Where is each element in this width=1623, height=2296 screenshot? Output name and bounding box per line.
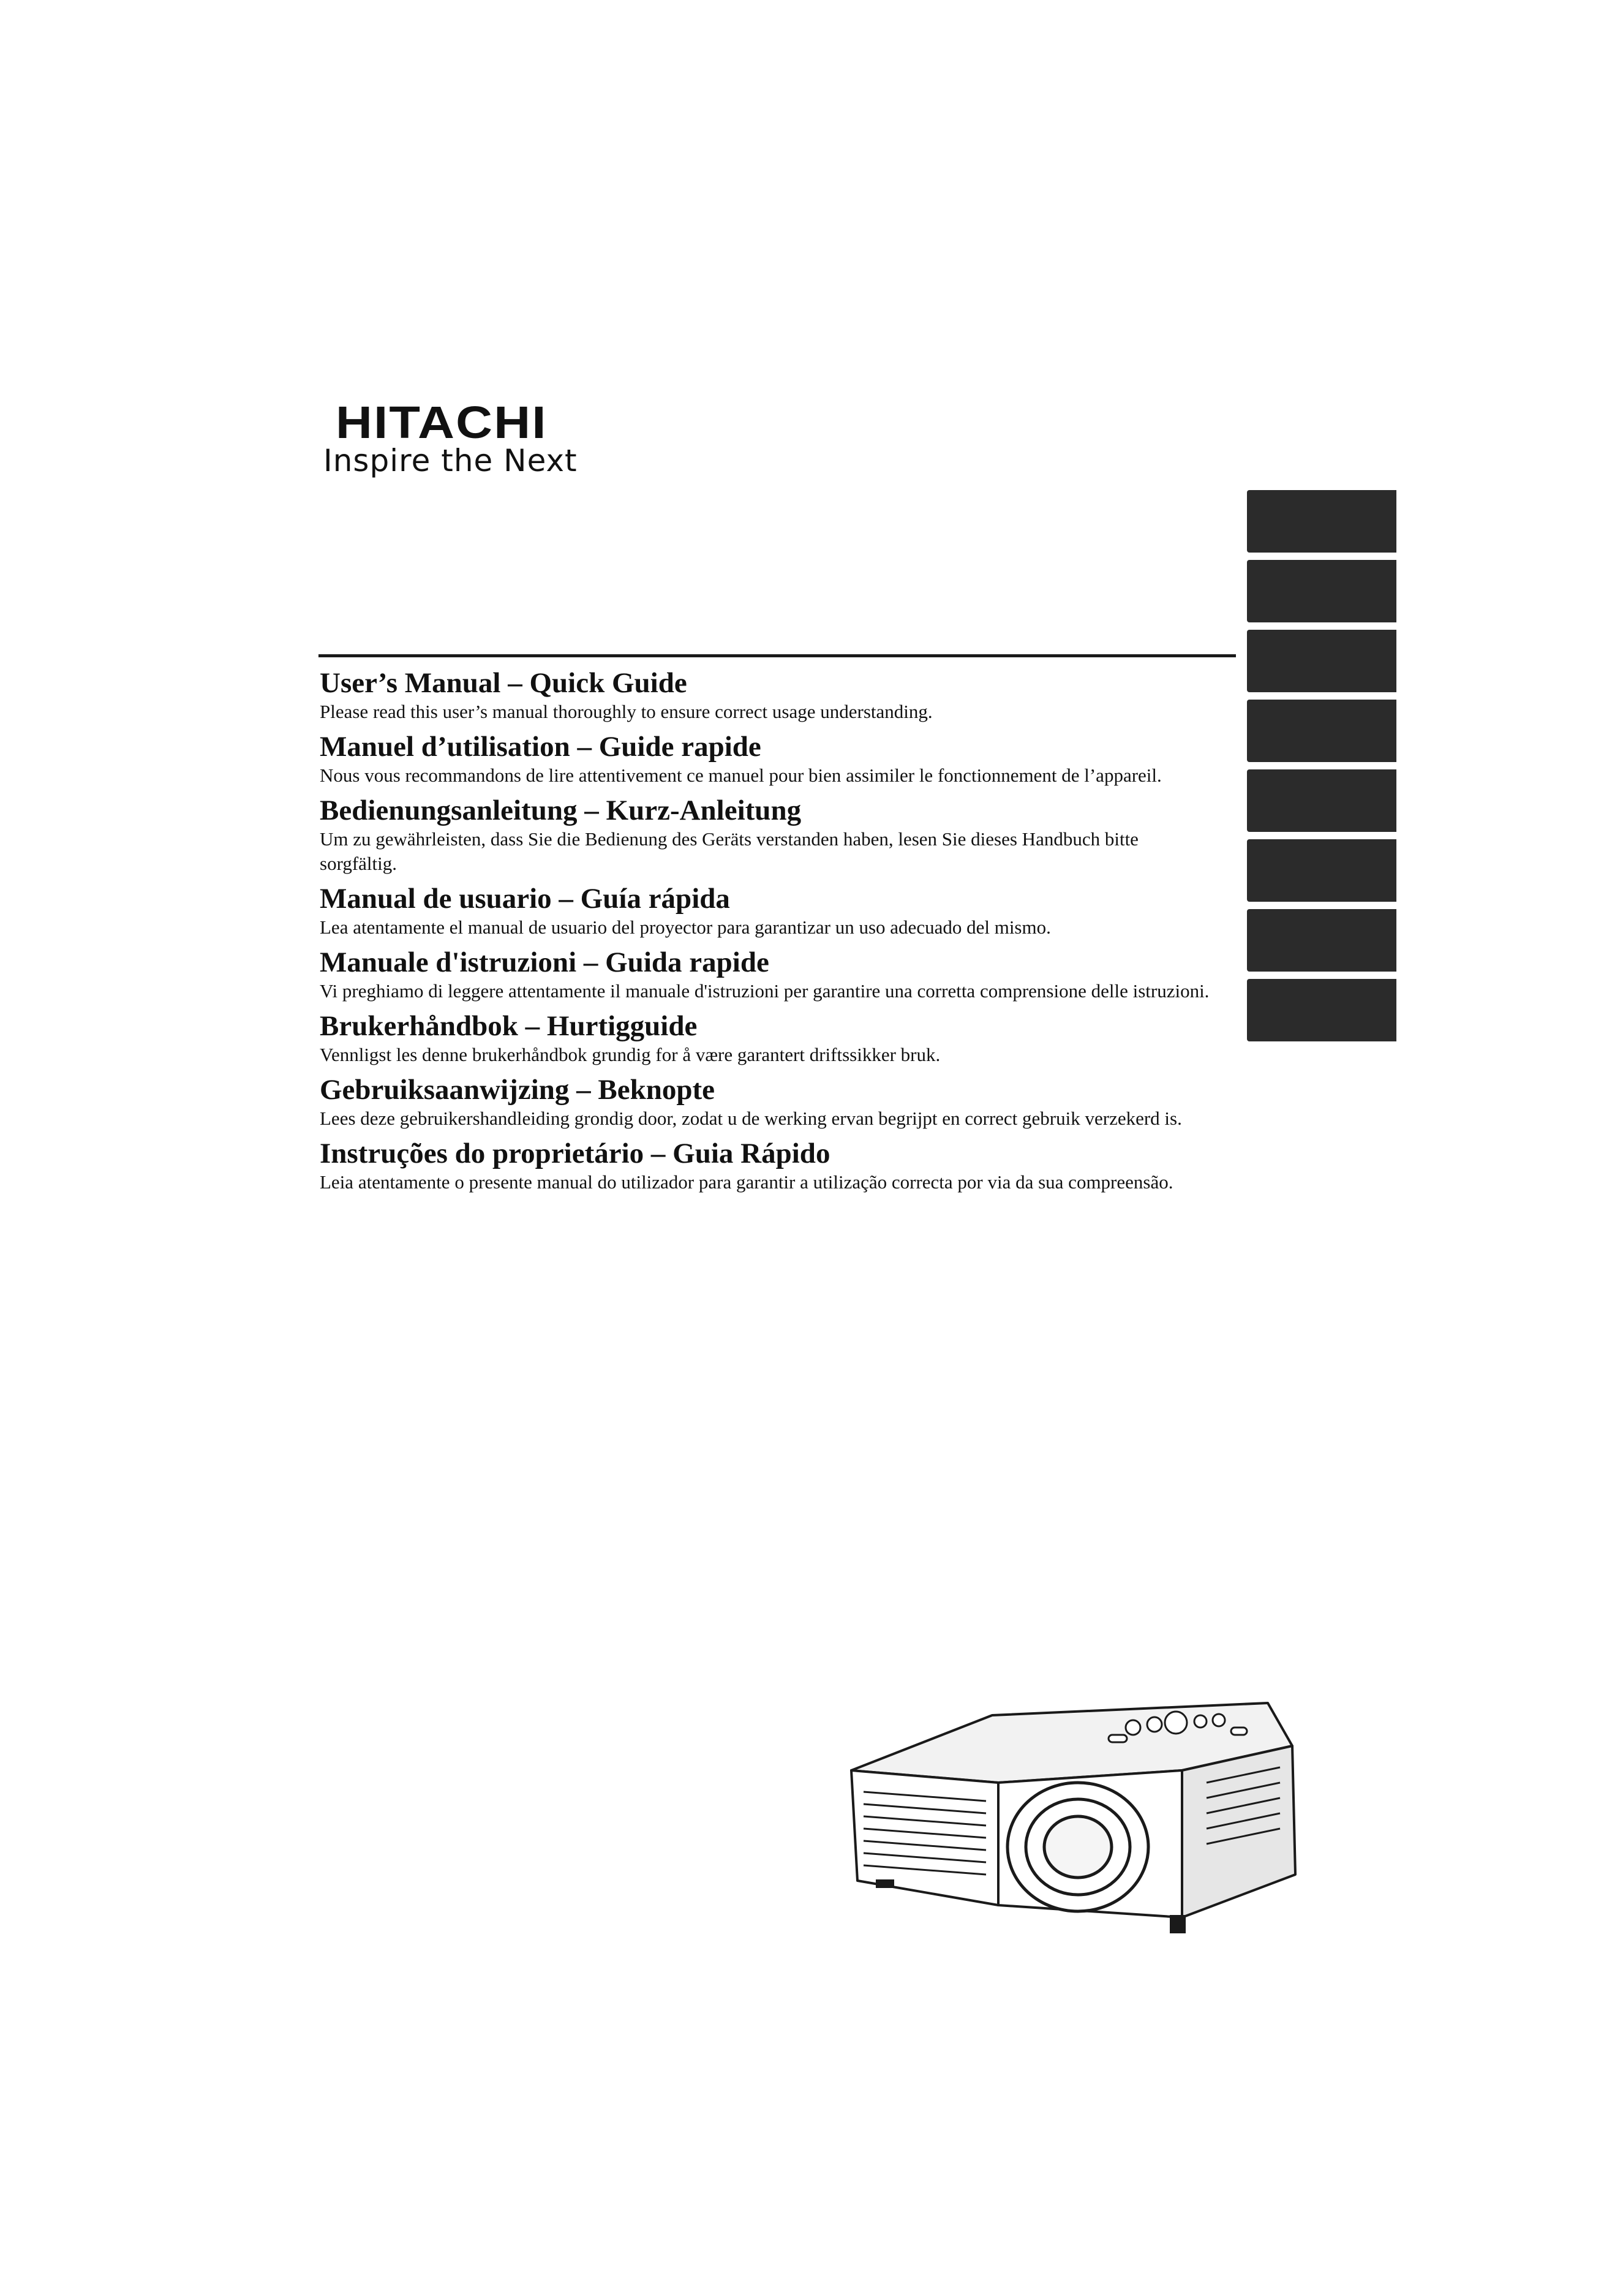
section-norwegian — [320, 1010, 1214, 1067]
section-description: Nous vous recommandons de lire attentivement ce manuel pour bien assimiler le fonctionnement de l’appareil. — [320, 765, 1162, 786]
section-description: Vi preghiamo di leggere attentamente il manuale d'istruzioni per garantire una corretta comprensione delle istruzioni. — [320, 980, 1210, 1002]
language-tab — [1247, 769, 1396, 832]
section-title: Instruções do proprietário – Guia Rápido — [320, 1138, 830, 1169]
language-tab — [1247, 700, 1396, 762]
language-tabs — [1247, 490, 1396, 1049]
section-dutch — [320, 1073, 1214, 1131]
language-tab — [1247, 909, 1396, 972]
section-title: Manual de usuario – Guía rápida — [320, 883, 730, 915]
section-english — [320, 667, 1214, 724]
language-tab — [1247, 490, 1396, 553]
section-italian — [320, 946, 1214, 1003]
brand-logo — [321, 398, 578, 478]
section-title: Manuale d'istruzioni – Guida rapide — [320, 946, 769, 978]
section-german — [320, 794, 1214, 876]
section-title: Manuel d’utilisation – Guide rapide — [320, 731, 761, 763]
projector-illustration — [839, 1679, 1317, 1942]
section-title: Bedienungsanleitung – Kurz-Anleitung — [320, 795, 802, 826]
language-tab — [1247, 630, 1396, 692]
brand-name: HITACHI — [336, 397, 548, 448]
section-title: Gebruiksaanwijzing – Beknopte — [320, 1074, 715, 1106]
section-description: Um zu gewährleisten, dass Sie die Bedienung des Geräts verstanden haben, lesen Sie dieses Handbuch bitte sorgfältig. — [320, 828, 1139, 874]
section-french — [320, 730, 1214, 788]
section-description: Please read this user’s manual thoroughly to ensure correct usage understanding. — [320, 701, 933, 722]
manual-sections — [320, 667, 1214, 1201]
section-title: Brukerhåndbok – Hurtigguide — [320, 1010, 698, 1042]
section-description: Leia atentamente o presente manual do utilizador para garantir a utilização correcta por via da sua compreensão. — [320, 1171, 1173, 1193]
language-tab — [1247, 839, 1396, 902]
language-tab — [1247, 560, 1396, 622]
section-title: User’s Manual – Quick Guide — [320, 667, 687, 699]
section-description: Lea atentamente el manual de usuario del proyector para garantizar un uso adecuado del mismo. — [320, 916, 1051, 938]
section-spanish — [320, 882, 1214, 940]
section-portuguese — [320, 1137, 1214, 1195]
language-tab — [1247, 979, 1396, 1041]
section-description: Lees deze gebruikershandleiding grondig door, zodat u de werking ervan begrijpt en correct gebruik verzekerd is. — [320, 1108, 1182, 1129]
brand-tagline: Inspire the Next — [323, 443, 578, 478]
section-description: Vennligst les denne brukerhåndbok grundig for å være garantert driftssikker bruk. — [320, 1044, 941, 1065]
header-rule — [318, 654, 1236, 657]
